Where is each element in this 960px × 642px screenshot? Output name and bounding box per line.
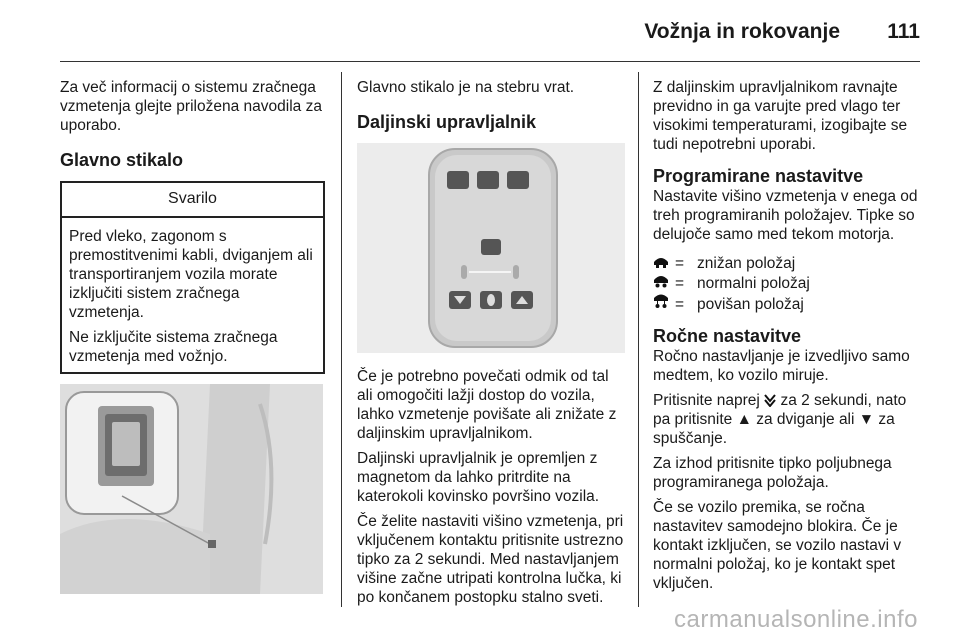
legend-text: povišan položaj xyxy=(697,295,804,313)
paragraph: Za izhod pritisnite tipko poljubnega programiranega položaja. xyxy=(653,455,892,491)
paragraph: Če je potrebno povečati odmik od tal ali omogočiti lažji dostop do vozila, lahko vzmetenje povišate ali znižate z daljinskim upravljalnikom. xyxy=(357,368,617,442)
column-1 xyxy=(60,78,325,594)
warning-box xyxy=(60,181,325,374)
legend-text: normalni položaj xyxy=(697,275,810,292)
column-3 xyxy=(653,78,925,599)
page-number: 111 xyxy=(887,20,920,43)
page-title: Vožnja in rokovanje xyxy=(644,20,840,43)
paragraph: Če se vozilo premika, se ročna nastavitev samodejno blokira. Če je kontakt izključen, se vozilo nastavi v normalni položaj, ko je kontakt spet vključen. xyxy=(653,499,902,592)
header-divider xyxy=(60,61,920,62)
paragraph: Glavno stikalo je na stebru vrat. xyxy=(357,79,575,96)
legend-row: = normalni položaj xyxy=(653,274,925,293)
door-pillar-switch-illustration xyxy=(60,384,323,594)
column-divider-1 xyxy=(341,72,342,607)
paragraph: Daljinski upravljalnik je opremljen z magnetom da lahko pritrdite na katerokoli kovinsko površino vozila. xyxy=(357,450,600,505)
warning-paragraph: Pred vleko, zagonom s premostitvenimi kabli, dviganjem ali transportiranjem vozila morate izključiti sistem zračnega vzmetenja. xyxy=(69,228,313,321)
page-header xyxy=(0,0,960,64)
intro-paragraph: Za več informacij o sistemu zračnega vzmetenja glejte priložena navodila za uporabo. xyxy=(60,79,322,134)
remote-control-image xyxy=(357,143,625,353)
column-2 xyxy=(357,78,625,613)
legend-row: = znižan položaj xyxy=(653,254,925,273)
legend-row: = povišan položaj xyxy=(653,294,925,314)
paragraph: Z daljinskim upravljalnikom ravnajte previdno in ga varujte pred vlago ter visokimi temperaturami, izogibajte se tudi nepotrebni uporabi. xyxy=(653,79,908,153)
section-heading-programmed: Programirane nastavitve xyxy=(653,166,864,186)
paragraph: Ročno nastavljanje je izvedljivo samo medtem, ko vozilo miruje. xyxy=(653,348,910,384)
paragraph: Če želite nastaviti višino vzmetenja, pri vključenem kontaktu pritisnite ustrezno tipko za 2 sekundi. Med nastavljanjem višine začne utripati kontrolna lučka, ki po končanem postopku stalno sveti. xyxy=(357,513,624,606)
watermark: carmanualsonline.info xyxy=(674,606,918,633)
normal-position-icon xyxy=(653,274,675,293)
lowered-position-icon xyxy=(653,254,675,273)
warning-paragraph: Ne izključite sistema zračnega vzmetenja med vožnjo. xyxy=(69,329,278,365)
section-heading-manual: Ročne nastavitve xyxy=(653,326,802,346)
raised-position-icon xyxy=(653,294,675,314)
warning-title: Svarilo xyxy=(62,183,323,218)
paragraph: Pritisnite naprej za 2 sekundi, nato pa pritisnite ▲ za dviganje ali ▼ za spuščanje. xyxy=(653,392,907,447)
warning-body xyxy=(62,218,323,372)
remote-control-illustration xyxy=(357,143,625,353)
manual-adjust-icon xyxy=(764,392,776,409)
main-switch-photo xyxy=(60,384,323,594)
legend-text: znižan položaj xyxy=(697,255,796,272)
section-heading-remote: Daljinski upravljalnik xyxy=(357,112,537,132)
section-heading-main-switch: Glavno stikalo xyxy=(60,150,184,170)
paragraph: Nastavite višino vzmetenja v enega od treh programiranih položajev. Tipke so delujoče samo med tekom motorja. xyxy=(653,188,918,243)
column-divider-2 xyxy=(638,72,639,607)
